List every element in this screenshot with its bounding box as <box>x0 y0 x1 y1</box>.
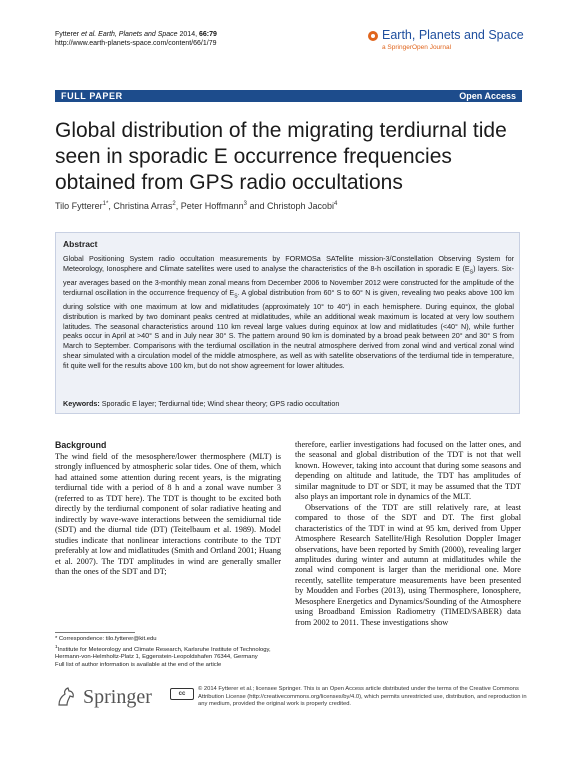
paragraph: Observations of the TDT are still relatively rare, at least compared to those of the SDT and DT. The first global characteristics of the TDT in wind at 95 km, derived from Upper Atmosphere Research Satellite/High Resolution Doppler Imager observations, have been reported by Smith (2000), revealing larger amplitudes during winter and autumn at midlatitudes while the zonal wind component is larger than the meridional one. More recently, satellite temperature measurements have been presented by Moudden and Forbes (2013), using Thermosphere, Ionosphere, Mesosphere Energetics and Dynamics/Sounding of the Atmosphere using Broadband Emission Radiometry (TIMED/SABER) data from 2002 to 2011. These investigations show <box>295 502 521 627</box>
journal-logo-subtitle: a SpringerOpen Journal <box>382 44 452 51</box>
article-type-band <box>55 90 522 102</box>
citation-volume: 66:79 <box>199 31 217 38</box>
author-name: , Christina Arras <box>108 201 173 211</box>
author-list <box>55 201 337 211</box>
springer-horse-icon <box>55 686 77 708</box>
author-name: , Peter Hoffmann <box>175 201 244 211</box>
abstract-text <box>63 254 514 371</box>
keywords <box>63 399 339 408</box>
affiliation-mark: 1 <box>55 644 58 650</box>
citation-line <box>55 30 217 39</box>
paper-title: Global distribution of the migrating terdiurnal tide seen in sporadic E occurrence frequencies obtained from GPS radio occultations <box>55 119 507 194</box>
open-access-label: Open Access <box>459 91 516 101</box>
author-info-note: Full list of author information is available at the end of the article <box>55 662 222 669</box>
author-affiliation-mark: 4 <box>334 201 338 207</box>
author-affiliation-mark: 1* <box>102 201 109 207</box>
affiliation-note <box>55 644 285 662</box>
springer-wordmark: Springer <box>83 686 152 708</box>
affiliation-text: Institute for Meteorology and Climate Research, Karlsruhe Institute of Technology, Hermann-von-Helmholtz-Platz 1, Eggenstein-Leopoldshafen 76344, Germany <box>55 646 271 661</box>
running-header <box>55 30 217 48</box>
keywords-label: Keywords: <box>63 399 100 408</box>
springeropen-icon <box>368 31 378 41</box>
abstract-box <box>55 232 520 414</box>
body-column-right <box>295 440 521 628</box>
paragraph: therefore, earlier investigations had focused on the latter ones, and the seasonal and global distribution of the TDT is not that well known. However, taking into account that during some seasons and depending on altitude and latitude, the TDT has amplitudes of similar magnitude to DT or SDT, it may be assumed that the TDT also plays an important role in dynamics of the MLT. <box>295 440 521 502</box>
article-type-label: FULL PAPER <box>61 91 123 101</box>
journal-logo <box>362 28 532 58</box>
journal-logo-title: Earth, Planets and Space <box>382 28 524 42</box>
article-url[interactable]: http://www.earth-planets-space.com/content/66/1/79 <box>55 40 217 47</box>
license-text: © 2014 Fytterer et al.; licensee Springer. This is an Open Access article distributed under the terms of the Creative Commons Attribution License (http://creativecommons.org/licenses/by/4.0), which permits unrestricted use, distribution, and reproduction in any medium, provided the original work is properly credited. <box>198 686 527 708</box>
author-name: and Christoph Jacobi <box>246 201 334 211</box>
abstract-text-part: ) layers. Six-year averages based on the 3-monthly mean zonal means from December 2006 to November 2012 were constructed for the amplitude of the terdiurnal oscillation in the occurrence frequency of E <box>63 263 515 297</box>
abstract-heading: Abstract <box>63 239 98 249</box>
creative-commons-icon: cc <box>170 688 194 700</box>
section-heading: Background <box>55 440 107 450</box>
keywords-list: Sporadic E layer; Terdiurnal tide; Wind shear theory; GPS radio occultation <box>99 399 340 408</box>
body-paragraph <box>55 452 281 577</box>
correspondence-note: * Correspondence: tilo.fytterer@kit.edu <box>55 636 157 642</box>
abstract-text-part: Global Positioning System radio occultation measurements by FORMOSa SATellite mission-3/Constellation Observing System for Meteorology, Ionosphere and Climate satellites were used to analyse the characteristics of the 8-h oscillation in sporadic E (E <box>63 254 514 273</box>
author-name: Tilo Fytterer <box>55 201 103 211</box>
citation-author: Fytterer <box>55 31 82 38</box>
abstract-text-part: . A global distribution from 60° S to 60° N is given, revealing two peaks above 100 km during solstice with one maximum at low and midlatitudes (approximately 10° to 40°) in each hemisphere. During equinox, the global distribution is marked by two dominant peaks centred at midlatitudes, while an additional weak maximum is located at very low southern latitudes. The seasonal characteristics around 110 km reveal large values during equinox at low and midlatitudes (<40° N), while further peaks occur in April at >40° S and in July near 30° S. The pattern around 90 km is dominated by a broad peak between 20° and 30° S from March to September. Comparisons with the terdiurnal oscillation in the neutral atmosphere derived from zonal wind and vertical zonal wind shear simulated with a circulation model of the middle atmosphere, as well as with satellite observations of the terdiurnal tide in temperature, fit quite well for the results above 100 km, but do not show agreement for lower altitudes. <box>63 287 514 370</box>
subscript: S <box>234 293 238 300</box>
citation-journal: et al. Earth, Planets and Space <box>81 31 178 38</box>
subscript: S <box>469 269 474 276</box>
paragraph: The wind field of the mesosphere/lower thermosphere (MLT) is strongly influenced by atmospheric solar tides. One of them, which had attained some attention during recent years, is the migrating terdiurnal tide with a period of 8 h and a zonal wave number 3 (referred to as TDT here). The TDT is thought to be excited both directly by the terdiurnal component of solar radiative heating and indirectly by wave-wave interactions between the semidiurnal tide (SDT) and the diurnal tide (DT) (Teitelbaum et al. 1989). Model studies indicate that nonlinear interactions contribute to the TDT preferably at low and midlatitudes (Smith and Ortland 2001; Huang et al. 2007). The TDT amplitudes in wind are generally smaller than the ones of the SDT and DT; <box>55 452 281 576</box>
springer-logo <box>55 685 175 711</box>
author-affiliation-mark: 2 <box>172 201 176 207</box>
author-affiliation-mark: 3 <box>243 201 247 207</box>
body-paragraphs <box>295 440 521 628</box>
footnote-divider <box>55 632 135 633</box>
body-column-left <box>55 440 281 577</box>
footnotes <box>55 636 285 670</box>
citation-year: 2014, <box>177 31 199 38</box>
